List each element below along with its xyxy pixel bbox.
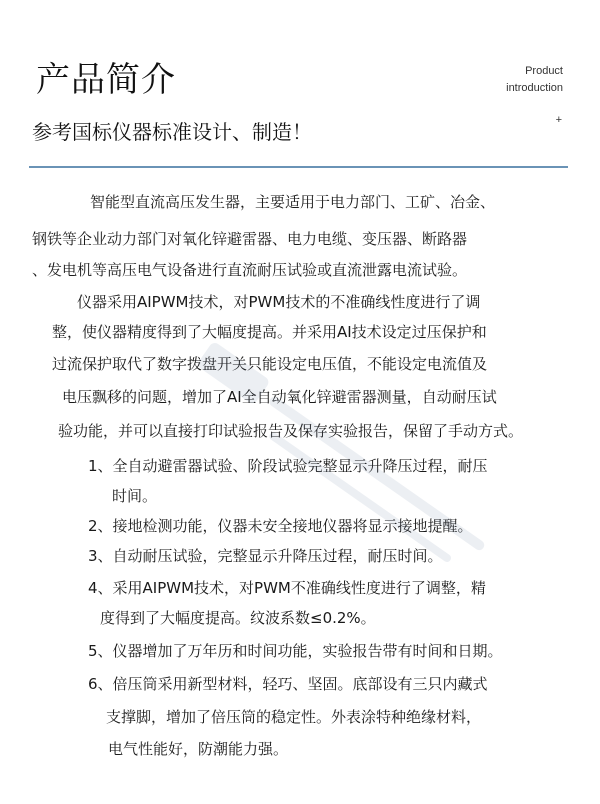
feature-item-line: 3、自动耐压试验，完整显示升降压过程，耐压时间。 [88,547,443,565]
feature-item-line: 电气性能好，防潮能力强。 [108,740,289,758]
intro-line: 电压飘移的问题，增加了AI全自动氧化锌避雷器测量，自动耐压试 [62,388,497,406]
feature-item-line: 度得到了大幅度提高。纹波系数≤0.2%。 [100,609,376,627]
feature-item-line: 支撑脚，增加了倍压筒的稳定性。外表涂特种绝缘材料， [106,708,482,726]
header-divider [29,166,568,168]
english-title-line-2: introduction [506,82,563,94]
intro-line: 验功能，并可以直接打印试验报告及保存实验报告，保留了手动方式。 [58,422,524,440]
decorative-plus-mark: + [555,114,562,126]
intro-line: 智能型直流高压发生器，主要适用于电力部门、工矿、冶金、 [90,193,496,211]
feature-item-line: 5、仪器增加了万年历和时间功能，实验报告带有时间和日期。 [88,642,503,660]
intro-line: 钢铁等企业动力部门对氧化锌避雷器、电力电缆、变压器、断路器 [32,230,468,248]
intro-line: 整，使仪器精度得到了大幅度提高。并采用AI技术设定过压保护和 [52,323,487,341]
feature-item-line: 2、接地检测功能，仪器未安全接地仪器将显示接地提醒。 [88,517,473,535]
feature-item-line: 时间。 [112,487,158,505]
intro-line: 、发电机等高压电气设备进行直流耐压试验或直流泄露电流试验。 [32,261,468,279]
intro-line: 仪器采用AIPWM技术，对PWM技术的不准确线性度进行了调 [77,293,481,311]
feature-item-line: 1、全自动避雷器试验、阶段试验完整显示升降压过程，耐压 [88,457,488,475]
feature-item-line: 4、采用AIPWM技术，对PWM不准确线性度进行了调整，精 [88,579,486,597]
english-title-line-1: Product [525,65,563,77]
intro-line: 过流保护取代了数字拨盘开关只能设定电压值，不能设定电流值及 [52,355,488,373]
page-subtitle: 参考国标仪器标准设计、制造！ [32,120,312,144]
page-title: 产品简介 [36,60,176,100]
feature-item-line: 6、倍压筒采用新型材料，轻巧、坚固。底部设有三只内藏式 [88,675,488,693]
